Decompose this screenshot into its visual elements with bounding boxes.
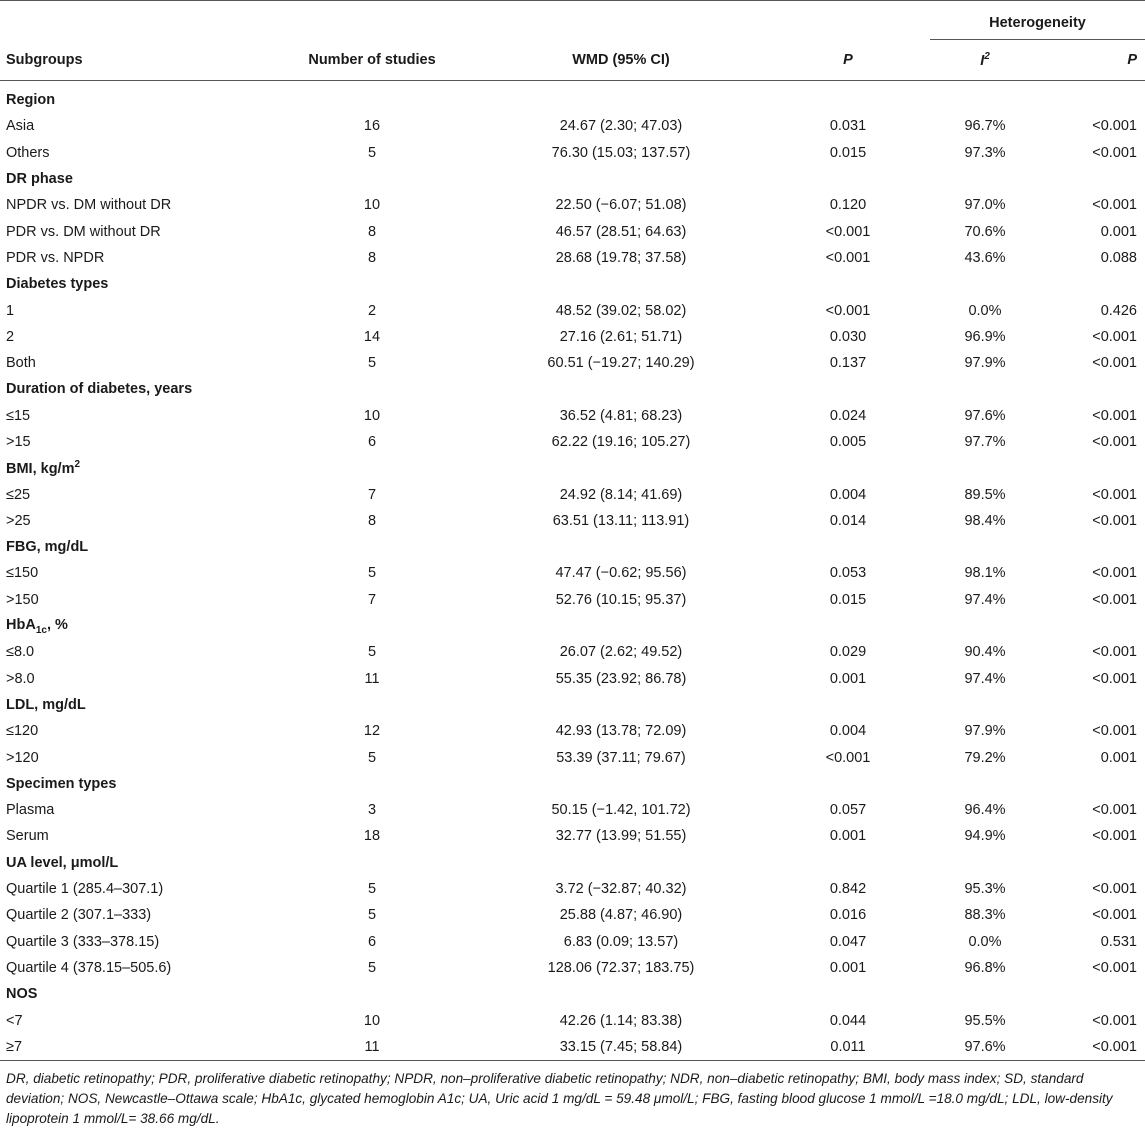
- cell-i2: 97.4%: [964, 591, 1006, 608]
- cell-heterogeneity-p: <0.001: [1092, 802, 1137, 819]
- cell-subgroup: <7: [6, 1012, 23, 1029]
- cell-p-value: 0.031: [829, 118, 867, 135]
- col-header-wmd: WMD (95% CI): [476, 40, 766, 81]
- cell-heterogeneity-p: <0.001: [1092, 486, 1137, 503]
- cell-studies: 7: [367, 486, 377, 503]
- cell-i2: 97.3%: [964, 144, 1006, 161]
- cell-wmd: 33.15 (7.45; 58.84): [476, 1034, 766, 1061]
- group-label: [0, 981, 1145, 1007]
- cell-subgroup: Quartile 4 (378.15–505.6): [6, 959, 172, 976]
- cell-i2: 0.0%: [968, 933, 1002, 950]
- i2-base: I: [980, 52, 985, 69]
- cell-subgroup: >15: [6, 434, 31, 450]
- group-label-text: NOS: [6, 986, 38, 1003]
- table-row: [0, 797, 1145, 823]
- cell-studies: 18: [363, 828, 381, 845]
- cell-heterogeneity-p: <0.001: [1092, 1012, 1137, 1029]
- cell-i2: 97.6%: [930, 1034, 1040, 1061]
- cell-i2: 95.3%: [964, 881, 1006, 898]
- cell-subgroup: Both: [6, 355, 36, 372]
- cell-i2: 96.9%: [964, 328, 1006, 345]
- cell-i2: 97.9%: [964, 723, 1006, 740]
- group-label-superscript: 2: [74, 459, 81, 471]
- group-header-row: [0, 534, 1145, 560]
- cell-studies: 5: [367, 644, 377, 661]
- cell-wmd: 76.30 (15.03; 137.57): [551, 144, 691, 161]
- cell-subgroup: Plasma: [6, 802, 55, 819]
- cell-studies: 5: [367, 355, 377, 372]
- cell-p-value: 0.842: [829, 881, 867, 898]
- cell-heterogeneity-p: <0.001: [1092, 328, 1137, 345]
- cell-i2: 97.7%: [964, 434, 1006, 450]
- cell-subgroup: Asia: [6, 118, 35, 135]
- cell-wmd: 55.35 (23.92; 86.78): [555, 670, 687, 687]
- cell-subgroup: PDR vs. DM without DR: [6, 223, 161, 240]
- cell-i2: 98.1%: [964, 565, 1006, 582]
- cell-p-value: <0.001: [825, 302, 871, 319]
- table-row: [0, 1007, 1145, 1033]
- group-label-text: HbA: [6, 616, 36, 633]
- table-row: [0, 218, 1145, 244]
- group-label-text: Region: [6, 92, 56, 109]
- table-row: [0, 350, 1145, 376]
- cell-p-value: 0.004: [829, 486, 867, 503]
- cell-heterogeneity-p: 0.088: [1100, 249, 1137, 266]
- cell-subgroup: ≤150: [6, 565, 39, 582]
- cell-wmd: 22.50 (−6.07; 51.08): [555, 197, 687, 214]
- group-label-text: BMI, kg/m: [6, 461, 75, 478]
- cell-heterogeneity-p: <0.001: [1092, 355, 1137, 372]
- cell-i2: 88.3%: [964, 907, 1006, 924]
- cell-wmd: 42.26 (1.14; 83.38): [559, 1012, 683, 1029]
- group-label: [0, 455, 1145, 481]
- cell-studies: 10: [363, 197, 381, 214]
- cell-studies: 7: [367, 591, 377, 608]
- cell-subgroup: Quartile 1 (285.4–307.1): [6, 881, 164, 898]
- group-label: [0, 81, 1145, 114]
- group-header-row: [0, 850, 1145, 876]
- cell-wmd: 24.67 (2.30; 47.03): [559, 118, 683, 135]
- cell-subgroup: >8.0: [6, 670, 35, 687]
- col-header-i2: [930, 40, 1040, 81]
- table-row: [0, 718, 1145, 744]
- group-label: [0, 613, 1145, 639]
- cell-p-value: 0.004: [829, 723, 867, 740]
- cell-subgroup: ≥7: [0, 1034, 268, 1061]
- table-row: [0, 245, 1145, 271]
- cell-subgroup: Quartile 2 (307.1–333): [6, 907, 152, 924]
- table-row: [0, 508, 1145, 534]
- table-footnote: DR, diabetic retinopathy; PDR, proliferative diabetic retinopathy; NPDR, non–proliferative diabetic retinopathy; NDR, non–diabetic retinopathy; BMI, body mass index; SD, standard deviation; NOS, Newcastle–Ottawa scale; HbA1c, glycated hemoglobin A1c; UA, Uric acid 1 mg/dL = 59.48 μmol/L; FBG, fasting blood glucose 1 mmol/L =18.0 mg/dL; LDL, low-density lipoprotein 1 mmol/L= 38.66 mg/dL.: [6, 1070, 1113, 1126]
- table-body: [0, 81, 1145, 1061]
- group-header-row: [0, 271, 1145, 297]
- cell-studies: 8: [367, 512, 377, 529]
- table-row: [0, 902, 1145, 928]
- cell-i2: 96.8%: [964, 959, 1006, 976]
- table-row: [0, 324, 1145, 350]
- group-label-text: LDL, mg/dL: [6, 696, 86, 713]
- table-row: [0, 192, 1145, 218]
- cell-subgroup: Quartile 3 (333–378.15): [6, 933, 160, 950]
- table-row: [0, 1034, 1145, 1061]
- cell-i2: 97.9%: [964, 355, 1006, 372]
- cell-wmd: 25.88 (4.87; 46.90): [559, 907, 683, 924]
- group-header-row: [0, 613, 1145, 639]
- table-row: [0, 560, 1145, 586]
- cell-studies: 10: [363, 1012, 381, 1029]
- cell-i2: 97.0%: [964, 197, 1006, 214]
- cell-p-value: 0.053: [829, 565, 867, 582]
- cell-i2: 98.4%: [964, 512, 1006, 529]
- cell-wmd: 60.51 (−19.27; 140.29): [547, 355, 695, 372]
- group-label: [0, 534, 1145, 560]
- cell-p-value: 0.044: [829, 1012, 867, 1029]
- cell-p-value: 0.001: [829, 959, 867, 976]
- cell-i2: 79.2%: [964, 749, 1006, 766]
- cell-p-value: 0.024: [829, 407, 867, 424]
- cell-i2: 0.0%: [968, 302, 1002, 319]
- cell-wmd: 26.07 (2.62; 49.52): [559, 644, 683, 661]
- cell-p-value: 0.057: [829, 802, 867, 819]
- cell-wmd: 47.47 (−0.62; 95.56): [555, 565, 687, 582]
- cell-heterogeneity-p: <0.001: [1092, 723, 1137, 740]
- cell-wmd: 48.52 (39.02; 58.02): [555, 302, 687, 319]
- cell-i2: 94.9%: [964, 828, 1006, 845]
- cell-wmd: 52.76 (10.15; 95.37): [555, 591, 687, 608]
- cell-wmd: 62.22 (19.16; 105.27): [551, 434, 691, 450]
- cell-p-value: 0.001: [829, 828, 867, 845]
- cell-heterogeneity-p: <0.001: [1092, 644, 1137, 661]
- group-label-text: Duration of diabetes, years: [6, 381, 193, 398]
- i2-sup: 2: [984, 51, 990, 63]
- cell-p-value: 0.015: [829, 591, 867, 608]
- cell-wmd: 27.16 (2.61; 51.71): [559, 328, 683, 345]
- group-label-text: Specimen types: [6, 775, 117, 792]
- group-label: [0, 271, 1145, 297]
- cell-wmd: 63.51 (13.11; 113.91): [552, 512, 690, 529]
- cell-p-value: 0.137: [829, 355, 867, 372]
- cell-heterogeneity-p: <0.001: [1092, 434, 1137, 450]
- cell-i2: 96.7%: [964, 118, 1006, 135]
- group-header-row: [0, 376, 1145, 402]
- cell-studies: 11: [364, 670, 380, 687]
- cell-i2: 95.5%: [964, 1012, 1006, 1029]
- cell-subgroup: ≤15: [6, 407, 31, 424]
- cell-i2: 96.4%: [964, 802, 1006, 819]
- cell-studies: 16: [363, 118, 381, 135]
- cell-studies: 5: [367, 565, 377, 582]
- cell-wmd: 53.39 (37.11; 79.67): [556, 749, 686, 766]
- cell-subgroup: ≤8.0: [6, 644, 35, 661]
- group-header-row: [0, 455, 1145, 481]
- cell-p-value: 0.030: [829, 328, 867, 345]
- cell-p-value: <0.001: [825, 223, 871, 240]
- cell-p-value: 0.001: [829, 670, 867, 687]
- group-header-row: [0, 81, 1145, 114]
- cell-studies: 8: [367, 249, 377, 266]
- cell-studies: 10: [363, 407, 381, 424]
- cell-wmd: 24.92 (8.14; 41.69): [559, 486, 683, 503]
- cell-studies: 5: [367, 881, 377, 898]
- cell-studies: 8: [367, 223, 377, 240]
- cell-wmd: 28.68 (19.78; 37.58): [555, 249, 687, 266]
- cell-heterogeneity-p: <0.001: [1040, 1034, 1145, 1061]
- table-row: [0, 113, 1145, 139]
- cell-wmd: 3.72 (−32.87; 40.32): [555, 881, 687, 898]
- group-header-row: [0, 692, 1145, 718]
- cell-heterogeneity-p: <0.001: [1092, 144, 1137, 161]
- group-label: [0, 771, 1145, 797]
- cell-heterogeneity-p: 0.001: [1100, 223, 1137, 240]
- cell-heterogeneity-p: 0.001: [1100, 749, 1137, 766]
- cell-i2: 90.4%: [964, 644, 1006, 661]
- table-row: [0, 481, 1145, 507]
- group-label: [0, 166, 1145, 192]
- cell-subgroup: PDR vs. NPDR: [6, 249, 105, 266]
- group-header-row: [0, 771, 1145, 797]
- cell-wmd: 36.52 (4.81; 68.23): [559, 407, 683, 424]
- cell-studies: 5: [367, 144, 377, 161]
- cell-i2: 70.6%: [964, 223, 1006, 240]
- cell-p-value: 0.120: [829, 197, 867, 214]
- cell-i2: 89.5%: [964, 486, 1006, 503]
- table-row: [0, 823, 1145, 849]
- cell-subgroup: NPDR vs. DM without DR: [6, 197, 172, 214]
- cell-studies: 5: [367, 749, 377, 766]
- table-row: [0, 876, 1145, 902]
- cell-subgroup: >150: [6, 591, 39, 608]
- group-label: [0, 376, 1145, 402]
- table-row: [0, 955, 1145, 981]
- cell-studies: 3: [367, 802, 377, 819]
- group-label-text: DR phase: [6, 171, 73, 188]
- cell-subgroup: >120: [6, 749, 39, 766]
- cell-p-value: 0.047: [829, 933, 867, 950]
- cell-heterogeneity-p: <0.001: [1092, 828, 1137, 845]
- group-label: [0, 692, 1145, 718]
- cell-studies: 12: [363, 723, 381, 740]
- cell-studies: 6: [367, 933, 377, 950]
- group-label-suffix: , %: [46, 616, 68, 633]
- cell-heterogeneity-p: <0.001: [1092, 881, 1137, 898]
- group-header-row: [0, 166, 1145, 192]
- cell-studies: 11: [268, 1034, 476, 1061]
- cell-subgroup: Serum: [6, 828, 49, 845]
- cell-wmd: 128.06 (72.37; 183.75): [547, 959, 695, 976]
- cell-p-value: 0.014: [829, 512, 867, 529]
- cell-heterogeneity-p: 0.531: [1100, 933, 1137, 950]
- col-header-subgroups: Subgroups: [0, 40, 268, 81]
- cell-wmd: 46.57 (28.51; 64.63): [555, 223, 687, 240]
- table-row: [0, 929, 1145, 955]
- table-row: [0, 429, 1145, 455]
- cell-heterogeneity-p: 0.426: [1100, 302, 1137, 319]
- cell-heterogeneity-p: <0.001: [1092, 512, 1137, 529]
- cell-wmd: 32.77 (13.99; 51.55): [555, 828, 687, 845]
- table-row: [0, 744, 1145, 770]
- cell-studies: 5: [367, 959, 377, 976]
- table-row: [0, 140, 1145, 166]
- cell-heterogeneity-p: <0.001: [1092, 407, 1137, 424]
- cell-p-value: 0.011: [766, 1034, 930, 1061]
- table-row: [0, 639, 1145, 665]
- cell-studies: 5: [367, 907, 377, 924]
- cell-studies: 6: [367, 434, 377, 450]
- cell-p-value: 0.015: [829, 144, 867, 161]
- col-header-studies: Number of studies: [268, 40, 476, 81]
- cell-wmd: 6.83 (0.09; 13.57): [563, 933, 679, 950]
- group-label-text: Diabetes types: [6, 276, 109, 293]
- cell-p-value: <0.001: [825, 249, 871, 266]
- table-row: [0, 297, 1145, 323]
- col-header-p: P: [766, 40, 930, 81]
- cell-heterogeneity-p: <0.001: [1092, 118, 1137, 135]
- cell-studies: 14: [363, 328, 381, 345]
- cell-wmd: 42.93 (13.78; 72.09): [555, 723, 687, 740]
- group-label: [0, 850, 1145, 876]
- cell-heterogeneity-p: <0.001: [1092, 907, 1137, 924]
- cell-wmd: 50.15 (−1.42, 101.72): [551, 802, 691, 819]
- group-label-subscript: 1c: [35, 624, 47, 636]
- cell-heterogeneity-p: <0.001: [1092, 591, 1137, 608]
- cell-subgroup: >25: [6, 512, 31, 529]
- group-header-row: [0, 981, 1145, 1007]
- table-row: [0, 666, 1145, 692]
- cell-subgroup: 1: [6, 302, 15, 319]
- cell-i2: 97.4%: [964, 670, 1006, 687]
- heterogeneity-header: Heterogeneity: [930, 7, 1145, 40]
- table-row: [0, 587, 1145, 613]
- cell-heterogeneity-p: <0.001: [1092, 565, 1137, 582]
- cell-p-value: <0.001: [825, 749, 871, 766]
- group-label-text: FBG, mg/dL: [6, 539, 89, 556]
- cell-subgroup: ≤25: [6, 486, 31, 503]
- cell-p-value: 0.016: [829, 907, 867, 924]
- cell-studies: 2: [367, 302, 377, 319]
- cell-subgroup: 2: [6, 328, 15, 345]
- cell-p-value: 0.029: [829, 644, 867, 661]
- cell-heterogeneity-p: <0.001: [1092, 197, 1137, 214]
- cell-subgroup: ≤120: [6, 723, 39, 740]
- cell-heterogeneity-p: <0.001: [1092, 959, 1137, 976]
- cell-subgroup: Others: [6, 144, 50, 161]
- cell-p-value: 0.005: [829, 434, 867, 450]
- group-label-text: UA level, μmol/L: [6, 854, 119, 871]
- table-row: [0, 403, 1145, 429]
- col-header-heterogeneity-p: P: [1040, 40, 1145, 81]
- cell-i2: 97.6%: [964, 407, 1006, 424]
- cell-i2: 43.6%: [964, 249, 1006, 266]
- cell-heterogeneity-p: <0.001: [1092, 670, 1137, 687]
